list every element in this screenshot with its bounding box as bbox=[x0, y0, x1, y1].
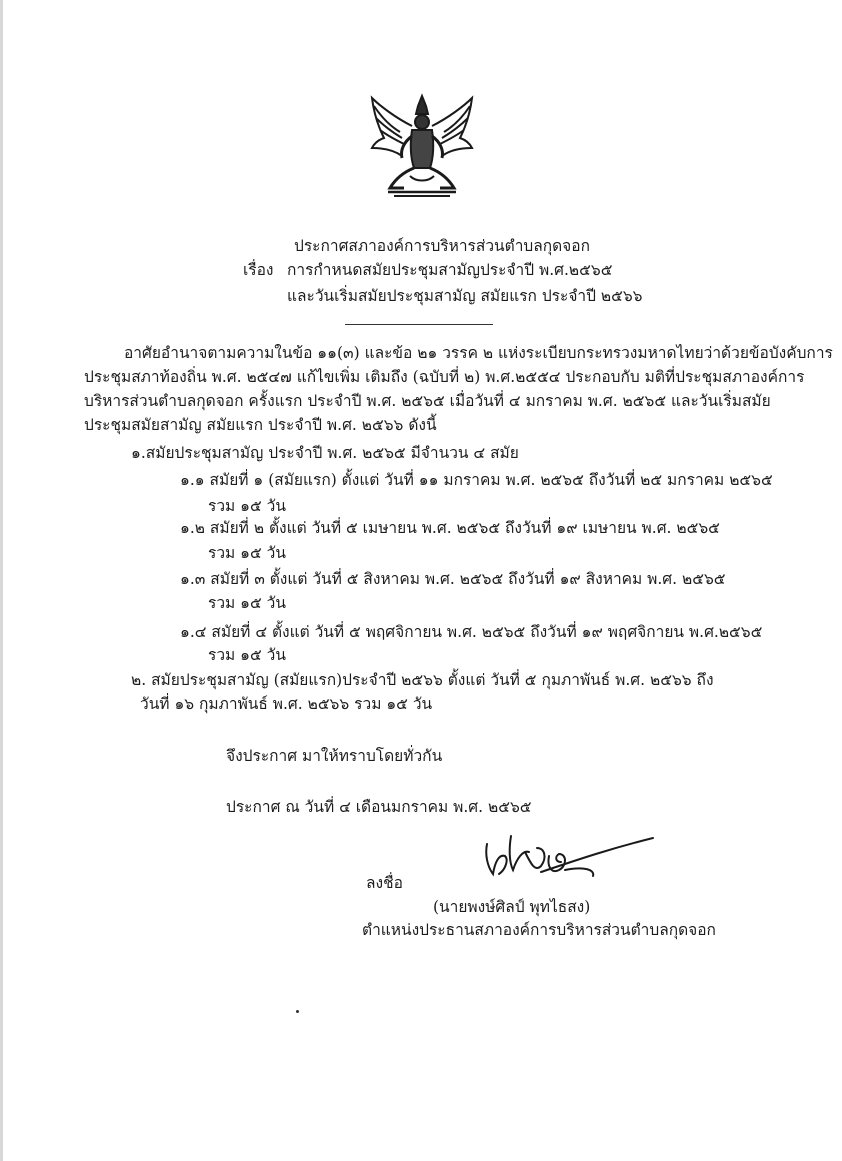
session-3-line: ๑.๓ สมัยที่ ๓ ตั้งแต่ วันที่ ๕ สิงหาคม พ.ศ. ๒๕๖๕ ถึงวันที่ ๑๙ สิงหาคม พ.ศ. ๒๕๖๕ bbox=[180, 570, 726, 588]
announce-line: จึงประกาศ มาให้ทราบโดยทั่วกัน bbox=[226, 747, 443, 765]
session-3-total: รวม ๑๕ วัน bbox=[208, 594, 286, 612]
session-2-total: รวม ๑๕ วัน bbox=[208, 544, 286, 562]
signature-label: ลงชื่อ bbox=[366, 874, 403, 892]
subject-label: เรื่อง bbox=[243, 261, 274, 279]
signatory-name: (นายพงษ์ศิลป์ พุทไธสง) bbox=[433, 898, 591, 916]
session-4-line: ๑.๔ สมัยที่ ๔ ตั้งแต่ วันที่ ๕ พฤศจิกายน พ.ศ. ๒๕๖๕ ถึงวันที่ ๑๙ พฤศจิกายน พ.ศ.๒๕๖๕ bbox=[180, 623, 763, 641]
announcement-title: ประกาศสภาองค์การบริหารส่วนตำบลกุดจอก bbox=[294, 237, 590, 255]
session-1-line: ๑.๑ สมัยที่ ๑ (สมัยแรก) ตั้งแต่ วันที่ ๑๑ มกราคม พ.ศ. ๒๕๖๕ ถึงวันที่ ๒๕ มกราคม ๒๕๖๕ bbox=[180, 471, 773, 489]
scan-edge bbox=[0, 0, 3, 1161]
session-1-total: รวม ๑๕ วัน bbox=[208, 497, 286, 515]
intro-line-4: ประชุมสมัยสามัญ สมัยแรก ประจำปี พ.ศ. ๒๕๖๖ ดังนี้ bbox=[84, 416, 437, 434]
title-divider bbox=[345, 324, 493, 325]
intro-line-2: ประชุมสภาท้องถิ่น พ.ศ. ๒๕๔๗ แก้ไขเพิ่ม เติมถึง (ฉบับที่ ๒) พ.ศ.๒๕๕๔ ประกอบกับ มติที่ประชุมสภาองค์การ bbox=[84, 368, 805, 386]
date-line: ประกาศ ณ วันที่ ๔ เดือนมกราคม พ.ศ. ๒๕๖๕ bbox=[226, 798, 532, 816]
signatory-position: ตำแหน่งประธานสภาองค์การบริหารส่วนตำบลกุดจอก bbox=[362, 921, 716, 939]
item-2-line-1: ๒. สมัยประชุมสามัญ (สมัยแรก)ประจำปี ๒๕๖๖ ตั้งแต่ วันที่ ๕ กุมภาพันธ์ พ.ศ. ๒๕๖๖ ถึง bbox=[131, 671, 714, 689]
handwritten-signature bbox=[475, 826, 660, 890]
garuda-emblem-icon bbox=[366, 92, 478, 202]
intro-line-1: อาศัยอำนาจตามความในข้อ ๑๑(๓) และข้อ ๒๑ วรรค ๒ แห่งระเบียบกระทรวงมหาดไทยว่าด้วยข้อบังคับการ bbox=[124, 344, 833, 362]
subject-line-2: และวันเริ่มสมัยประชุมสามัญ สมัยแรก ประจำปี ๒๕๖๖ bbox=[287, 287, 643, 305]
item-1-heading: ๑.สมัยประชุมสามัญ ประจำปี พ.ศ. ๒๕๖๕ มีจำนวน ๔ สมัย bbox=[131, 444, 519, 462]
session-4-total: รวม ๑๕ วัน bbox=[208, 646, 286, 664]
scan-speck bbox=[296, 1010, 299, 1013]
session-2-line: ๑.๒ สมัยที่ ๒ ตั้งแต่ วันที่ ๕ เมษายน พ.ศ. ๒๕๖๕ ถึงวันที่ ๑๙ เมษายน พ.ศ. ๒๕๖๕ bbox=[180, 519, 720, 537]
subject-line-1: การกำหนดสมัยประชุมสามัญประจำปี พ.ศ.๒๕๖๕ bbox=[287, 261, 613, 279]
intro-line-3: บริหารส่วนตำบลกุดจอก ครั้งแรก ประจำปี พ.ศ. ๒๕๖๕ เมื่อวันที่ ๔ มกราคม พ.ศ. ๒๕๖๕ และวันเริ่มสมัย bbox=[84, 392, 771, 410]
item-2-line-2: วันที่ ๑๖ กุมภาพันธ์ พ.ศ. ๒๕๖๖ รวม ๑๕ วัน bbox=[140, 695, 433, 713]
